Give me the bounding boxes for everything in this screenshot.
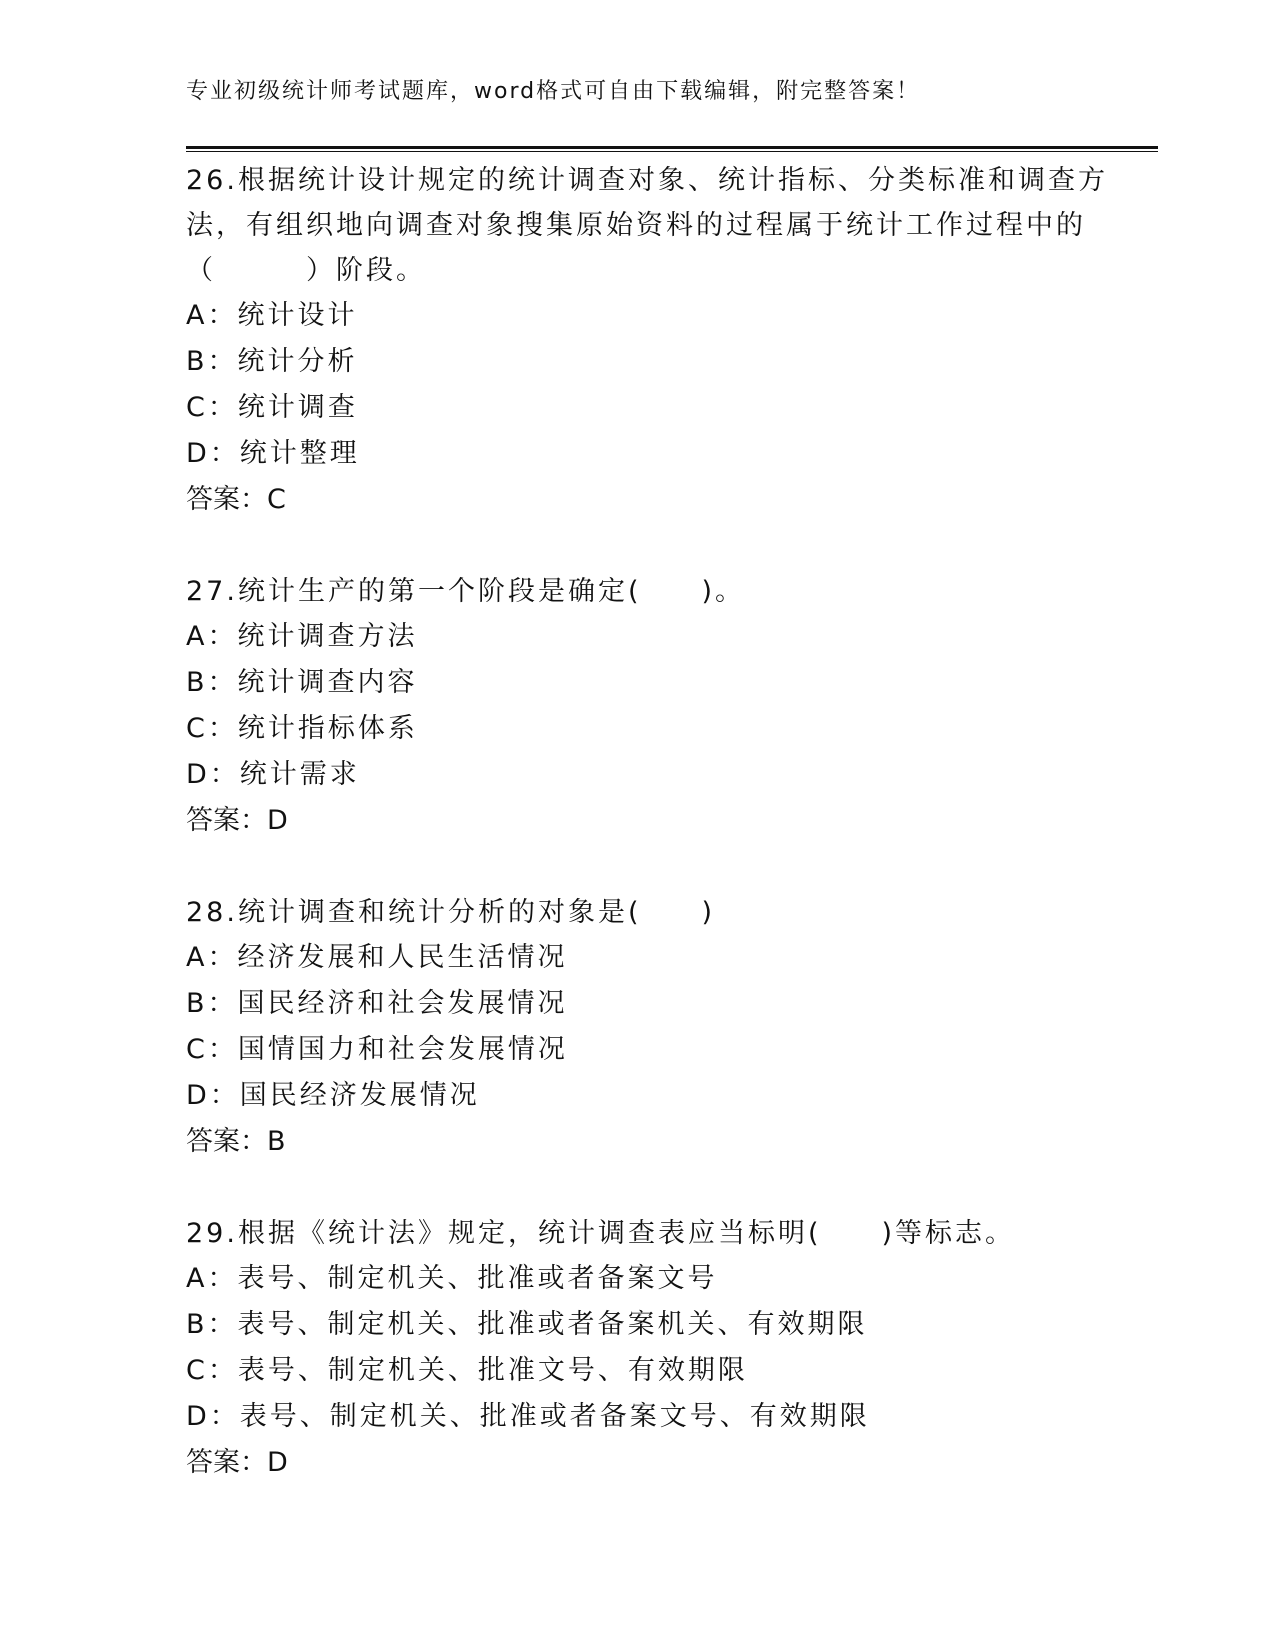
option-a: A：统计调查方法 xyxy=(186,621,418,652)
question-27 xyxy=(186,569,1126,844)
answer-value: D xyxy=(267,1447,289,1478)
question-29 xyxy=(186,1211,1126,1486)
answer-label: 答案： xyxy=(186,1126,267,1157)
question-spacer xyxy=(186,844,1126,890)
question-list xyxy=(186,158,1126,1486)
answer-line xyxy=(186,798,1126,844)
question-spacer xyxy=(186,1165,1126,1211)
answer-value: C xyxy=(267,484,287,515)
option-b: B：表号、制定机关、批准或者备案机关、有效期限 xyxy=(186,1309,868,1340)
option-a: A：经济发展和人民生活情况 xyxy=(186,942,568,973)
question-stem-line: 法，有组织地向调查对象搜集原始资料的过程属于统计工作过程中的 xyxy=(186,210,1086,241)
option-a: A：表号、制定机关、批准或者备案文号 xyxy=(186,1263,718,1294)
answer-line xyxy=(186,477,1126,523)
option-b: B：国民经济和社会发展情况 xyxy=(186,988,568,1019)
question-stem-line: 26.根据统计设计规定的统计调查对象、统计指标、分类标准和调查方 xyxy=(186,165,1108,196)
question-26 xyxy=(186,158,1126,523)
option-c: C：统计调查 xyxy=(186,392,358,423)
option-c: C：国情国力和社会发展情况 xyxy=(186,1034,568,1065)
answer-value: B xyxy=(267,1126,287,1157)
option-b: B：统计调查内容 xyxy=(186,667,418,698)
answer-label: 答案： xyxy=(186,484,267,515)
option-c: C：表号、制定机关、批准文号、有效期限 xyxy=(186,1355,748,1386)
option-a: A：统计设计 xyxy=(186,300,358,331)
header-divider xyxy=(186,146,1158,152)
question-28 xyxy=(186,890,1126,1165)
question-stem-line: 29.根据《统计法》规定，统计调查表应当标明( )等标志。 xyxy=(186,1218,1016,1249)
answer-line xyxy=(186,1119,1126,1165)
question-stem-line: （ ）阶段。 xyxy=(186,255,426,286)
option-d: D：统计整理 xyxy=(186,438,360,469)
option-d: D：统计需求 xyxy=(186,759,360,790)
question-stem-line: 27.统计生产的第一个阶段是确定( )。 xyxy=(186,576,746,607)
answer-label: 答案： xyxy=(186,1447,267,1478)
answer-line xyxy=(186,1440,1126,1486)
question-stem-line: 28.统计调查和统计分析的对象是( ) xyxy=(186,897,716,928)
answer-value: D xyxy=(267,805,289,836)
option-b: B：统计分析 xyxy=(186,346,358,377)
answer-label: 答案： xyxy=(186,805,267,836)
option-d: D：表号、制定机关、批准或者备案文号、有效期限 xyxy=(186,1401,870,1432)
page-header: 专业初级统计师考试题库，word格式可自由下载编辑，附完整答案！ xyxy=(186,79,921,104)
option-d: D：国民经济发展情况 xyxy=(186,1080,480,1111)
question-spacer xyxy=(186,523,1126,569)
option-c: C：统计指标体系 xyxy=(186,713,418,744)
